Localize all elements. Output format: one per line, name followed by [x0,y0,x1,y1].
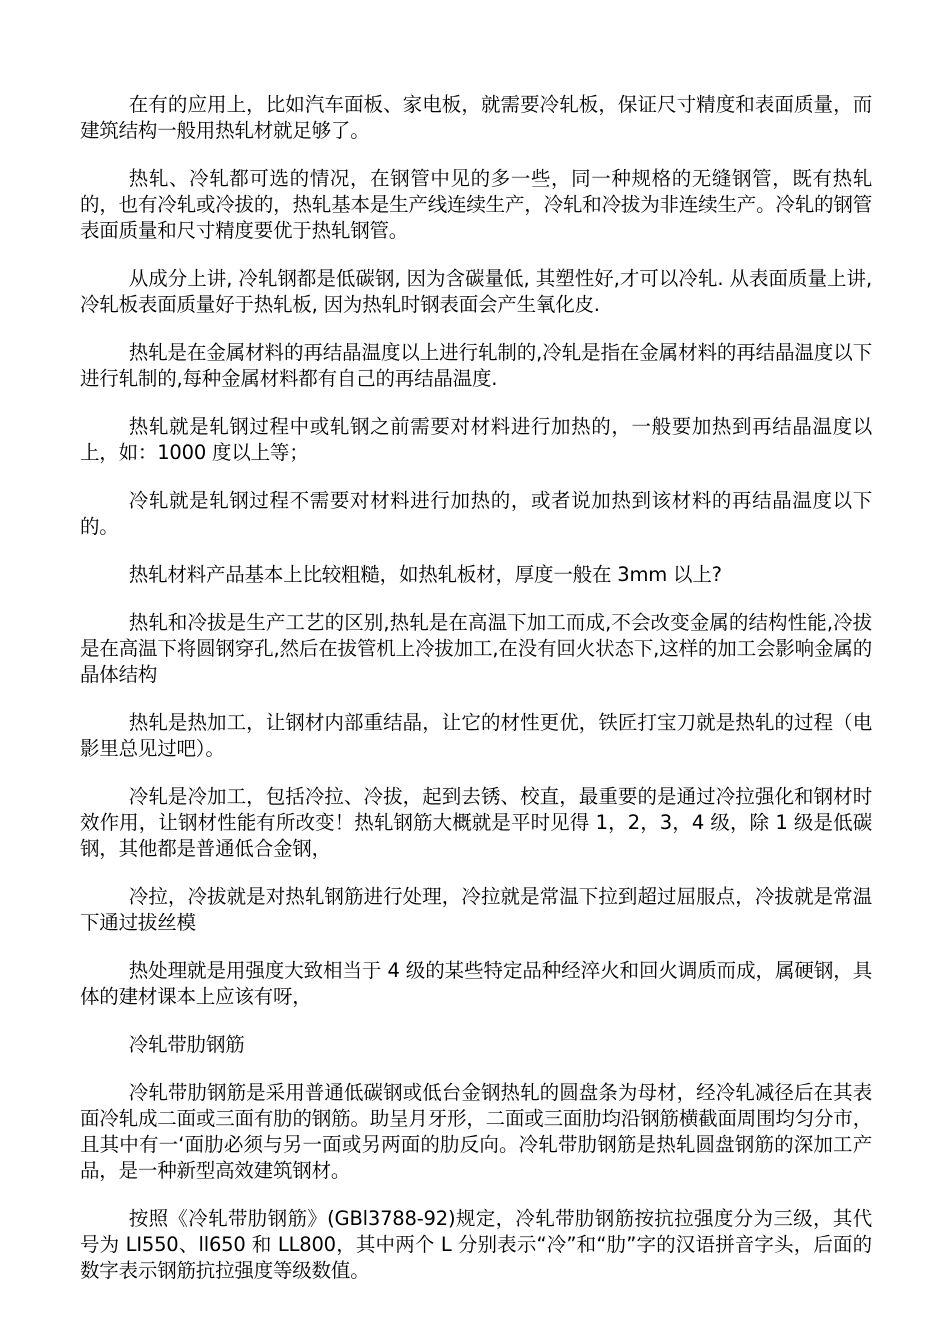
paragraph-7: 热轧材料产品基本上比较粗糙，如热轧板材，厚度一般在 3mm 以上? [128,563,722,586]
paragraph-9: 热轧是热加工，让钢材内部重结晶，让它的材性更优，铁匠打宝刀就是热轧的过程（电影里总见过吧）。 [80,711,872,760]
paragraph-1: 在有的应用上，比如汽车面板、家电板，就需要冷轧板，保证尺寸精度和表面质量，而建筑结构一般用热轧材就足够了。 [80,93,872,142]
paragraph-3: 从成分上讲, 冷轧钢都是低碳钢, 因为含碳量低, 其塑性好,才可以冷轧. 从表面质量上讲,冷轧板表面质量好于热轧板, 因为热轧时钢表面会产生氧化皮. [80,267,872,316]
paragraph-10: 冷轧是冷加工，包括冷拉、冷拔，起到去锈、校直，最重要的是通过冷拉强化和钢材时效作用，让钢材性能有所改变！热轧钢筋大概就是平时见得 1，2，3，4 级，除 1 级是低碳钢，其他都是普通低合金钢， [80,785,872,860]
paragraph-11: 冷拉，冷拔就是对热轧钢筋进行处理，冷拉就是常温下拉到超过屈服点，冷拔就是常温下通过拔丝模 [80,885,872,934]
paragraph-8: 热轧和冷拔是生产工艺的区别,热轧是在高温下加工而成,不会改变金属的结构性能,冷拔是在高温下将圆钢穿孔,然后在拔管机上冷拔加工,在没有回火状态下,这样的加工会影响金属的晶体结构 [80,611,872,686]
paragraph-14: 按照《冷轧带肋钢筋》(GBl3788-92)规定，冷轧带肋钢筋按抗拉强度分为三级，其代号为 LI550、ll650 和 LL800，其中两个 L 分别表示“冷”和“肋”字的汉语拼音字头，后面的数字表示钢筋抗拉强度等级数值。 [80,1207,872,1282]
section-heading: 冷轧带肋钢筋 [128,1033,245,1056]
paragraph-2: 热轧、冷轧都可选的情况，在钢管中见的多一些，同一种规格的无缝钢管，既有热轧的，也有冷轧或冷拔的，热轧基本是生产线连续生产，冷轧和冷拔为非连续生产。冷轧的钢管表面质量和尺寸精度要优于热轧钢管。 [80,167,872,242]
paragraph-6: 冷轧就是轧钢过程不需要对材料进行加热的，或者说加热到该材料的再结晶温度以下的。 [80,489,872,538]
paragraph-4: 热轧是在金属材料的再结晶温度以上进行轧制的,冷轧是指在金属材料的再结晶温度以下进行轧制的,每种金属材料都有自己的再结晶温度. [80,341,872,390]
paragraph-13: 冷轧带肋钢筋是采用普通低碳钢或低台金钢热轧的圆盘条为母材，经冷轧减径后在其表面冷轧成二面或三面有肋的钢筋。助呈月牙形，二面或三面肋均沿钢筋横截面周围均匀分市，且其中有一‘面肋必须与另一面或另两面的肋反向。冷轧带肋钢筋是热轧圆盘钢筋的深加工产品，是一种新型高效建筑钢材。 [80,1081,872,1182]
document-body [80,92,872,1306]
paragraph-12: 热处理就是用强度大致相当于 4 级的某些特定品种经淬火和回火调质而成，属硬钢，具体的建材课本上应该有呀， [80,959,872,1008]
paragraph-5: 热轧就是轧钢过程中或轧钢之前需要对材料进行加热的，一般要加热到再结晶温度以上，如：1000 度以上等； [80,415,872,464]
